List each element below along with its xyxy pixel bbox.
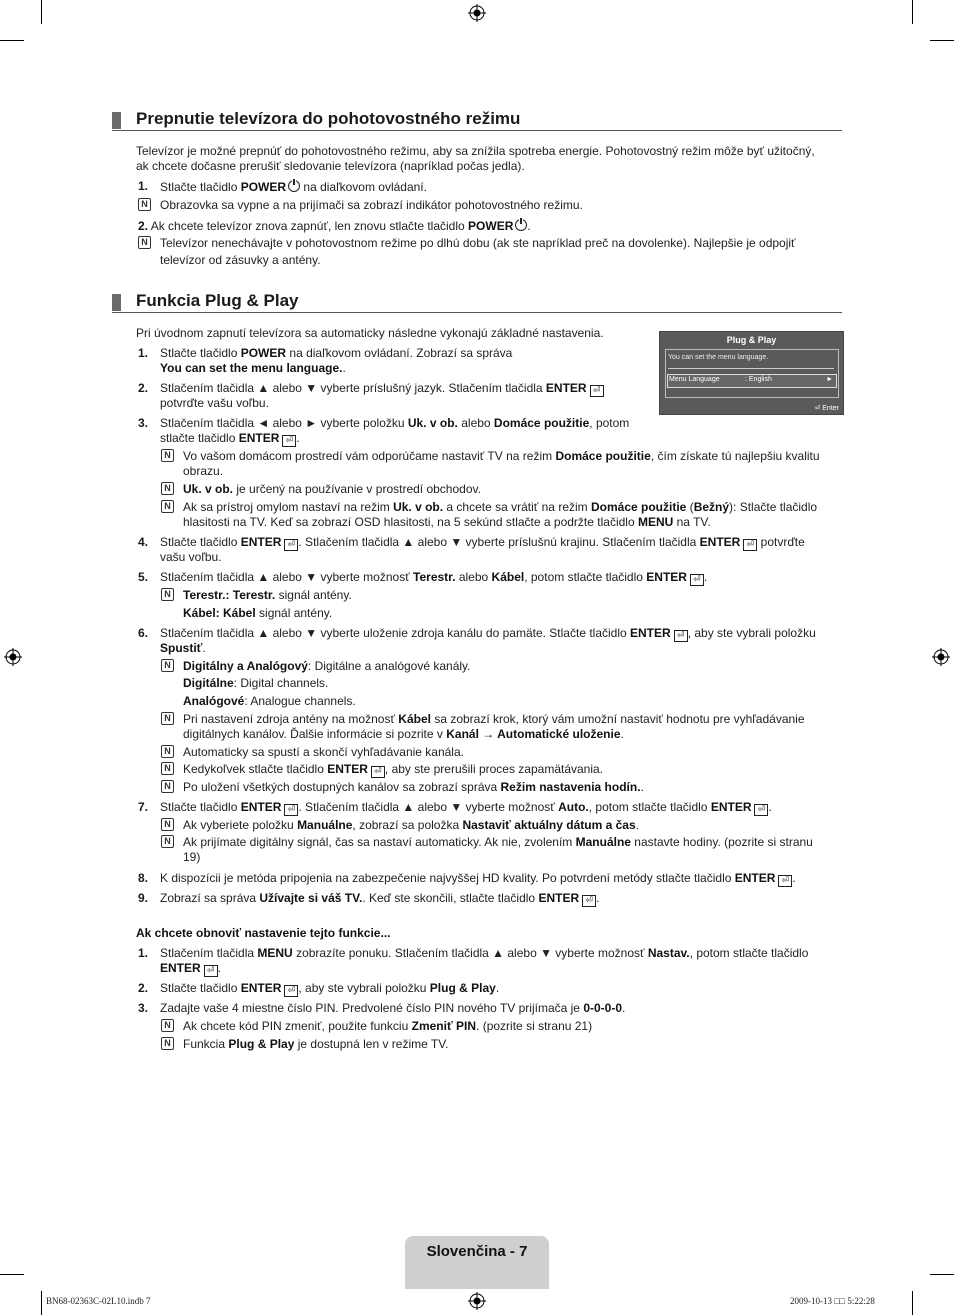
enter-icon: ⏎ <box>590 385 604 397</box>
step-text <box>138 218 531 234</box>
heading-bar <box>112 112 121 129</box>
step-text <box>160 871 796 886</box>
text: Kedykoľvek stlačte tlačidlo <box>183 762 328 776</box>
note-text <box>183 835 813 850</box>
key-name: ENTER <box>240 800 282 814</box>
osd-divider <box>668 368 834 369</box>
text: Funkcia <box>183 1037 229 1051</box>
text: na diaľkovom ovládaní. <box>300 180 427 194</box>
menu-item: Domáce použitie <box>493 416 590 430</box>
crop-mark <box>0 40 24 41</box>
step-text <box>160 626 816 641</box>
text: Stlačením tlačidla ▲ alebo ▼ vyberte možnosť <box>160 570 414 584</box>
key-name: ENTER <box>545 381 587 395</box>
plug-and-play-osd <box>659 331 844 415</box>
registration-mark-icon <box>4 648 22 666</box>
key-name: MENU <box>637 515 674 529</box>
key-name: ENTER <box>646 570 687 584</box>
note-icon: N <box>161 762 174 775</box>
note-text <box>183 500 817 515</box>
text: , čím získate tú najlepšiu kvalitu <box>650 449 820 463</box>
step-text: potvrďte vašu voľbu. <box>160 396 269 410</box>
text: nastavte hodiny. (pozrite si stranu <box>630 835 813 849</box>
text: , potom stlačte tlačidlo <box>588 800 711 814</box>
osd-row-value: : English <box>745 376 772 383</box>
enter-icon: ⏎ <box>743 539 757 551</box>
text: : Digital channels. <box>233 676 329 690</box>
text: . <box>768 800 772 814</box>
menu-item: Kábel <box>398 712 431 726</box>
step-text <box>160 535 805 550</box>
text: , zobrazí sa položka <box>352 818 463 832</box>
osd-footer-label: Enter <box>822 405 839 412</box>
key-name: ENTER <box>630 626 671 640</box>
note-icon: N <box>161 780 174 793</box>
text: na diaľkovom ovládaní. Zobrazí sa správa <box>286 346 513 360</box>
enter-icon: ⏎ <box>814 405 823 412</box>
note-icon: N <box>138 236 151 249</box>
osd-panel <box>665 349 839 398</box>
key-name: ENTER <box>538 891 580 905</box>
step-number: 1. <box>138 346 149 360</box>
registration-mark-icon <box>468 1292 486 1310</box>
note-text: 19) <box>183 850 201 864</box>
step-number: 9. <box>138 891 149 905</box>
text: Zadajte vaše 4 miestne číslo PIN. Predvolené číslo PIN nového TV prijímača je <box>160 1001 584 1015</box>
note-text: Televízor nenechávajte v pohotovostnom režime po dlhú dobu (ak ste napríklad preč na dovolenke). Najlepšie je odpojiť <box>160 236 796 250</box>
note-text <box>183 712 805 727</box>
text: Vo vašom domácom prostredí vám odporúčame nastaviť TV na režim <box>183 449 556 463</box>
osd-message: You can set the menu language. <box>668 354 769 361</box>
enter-icon: ⏎ <box>282 435 296 447</box>
text: . Keď ste skončili, stlačte tlačidlo <box>362 891 539 905</box>
menu-item: Terestr.: Terestr. <box>183 588 276 602</box>
arrow-right-icon: ► <box>826 376 833 383</box>
menu-item: Plug & Play <box>228 1037 295 1051</box>
step-text <box>160 361 346 376</box>
step-number: 2. <box>138 381 149 395</box>
text: . <box>296 431 300 445</box>
menu-item: Kábel: Kábel <box>183 606 256 620</box>
step-number: 6. <box>138 626 149 640</box>
key-name: ENTER <box>240 981 282 995</box>
text: Stlačte tlačidlo <box>160 346 241 360</box>
step-text <box>160 346 512 361</box>
crop-mark <box>930 40 954 41</box>
text: . <box>217 961 222 975</box>
menu-item: Digitálne <box>183 676 234 690</box>
text: potvrďte <box>757 535 805 549</box>
step-text <box>160 179 427 195</box>
menu-item: Nastav. <box>647 946 690 960</box>
power-icon <box>288 180 300 192</box>
registration-mark-icon <box>932 648 950 666</box>
text: signál antény. <box>275 588 352 602</box>
note-text <box>183 659 470 674</box>
menu-path: Kanál → Automatické uloženie <box>446 727 621 741</box>
menu-item: Plug & Play <box>429 981 496 995</box>
step-text <box>160 981 499 996</box>
text: . (pozrite si stranu 21) <box>476 1019 593 1033</box>
osd-title: Plug & Play <box>726 335 777 345</box>
note-text <box>183 694 356 709</box>
note-icon: N <box>161 659 174 672</box>
text: . Stlačením tlačidla ▲ alebo ▼ vyberte možnosť <box>298 800 559 814</box>
enter-icon: ⏎ <box>371 766 385 778</box>
text: alebo <box>455 570 492 584</box>
key-name: ENTER <box>160 961 201 975</box>
enter-icon: ⏎ <box>204 965 218 977</box>
note-icon: N <box>161 500 174 513</box>
text: Stlačením tlačidla ▲ alebo ▼ vyberte príslušný jazyk. Stlačením tlačidla <box>160 381 546 395</box>
print-date: 2009-10-13 □□ 5:22:28 <box>790 1296 875 1306</box>
text: Zobrazí sa správa <box>160 891 260 905</box>
crop-mark <box>912 1291 913 1315</box>
section-heading <box>112 110 842 131</box>
enter-icon: ⏎ <box>690 574 704 586</box>
text: Stlačte tlačidlo <box>160 535 241 549</box>
menu-item: Nastaviť aktuálny dátum a čas <box>462 818 636 832</box>
note-text <box>183 588 352 603</box>
step-text <box>160 1001 625 1016</box>
key-name: ENTER <box>699 535 741 549</box>
text: K dispozícii je metóda pripojenia na zabezpečenie najvyššej HD kvality. Po potvrdení metódy stlačte tlačidlo <box>160 871 735 885</box>
menu-item: Auto. <box>558 800 589 814</box>
text: . <box>527 219 531 233</box>
text: . <box>792 871 796 885</box>
note-icon: N <box>161 818 174 831</box>
step-text <box>160 891 599 906</box>
pin-value: 0-0-0-0 <box>583 1001 622 1015</box>
step-text <box>160 641 206 656</box>
step-number: 1. <box>138 946 149 960</box>
note-text <box>183 449 820 464</box>
enter-icon: ⏎ <box>284 804 298 816</box>
note-text: obrazu. <box>183 464 224 478</box>
step-number: 2. <box>138 981 149 995</box>
note-text <box>183 727 624 742</box>
text: ( <box>686 500 694 514</box>
note-text <box>183 818 639 833</box>
menu-item: Uk. v ob. <box>183 482 234 496</box>
crop-mark <box>41 0 42 24</box>
text: . <box>635 818 639 832</box>
text: , aby ste vybrali položku <box>298 981 430 995</box>
note-text <box>183 606 332 621</box>
message-name: Režim nastavenia hodín. <box>500 780 641 794</box>
crop-mark <box>912 0 913 24</box>
step-text <box>160 570 707 585</box>
text: , aby ste vybrali položku <box>687 626 816 640</box>
note-icon: N <box>161 835 174 848</box>
menu-item: Terestr. <box>413 570 456 584</box>
text: Ak chcete kód PIN zmeniť, použite funkciu <box>183 1019 412 1033</box>
text: . <box>596 891 600 905</box>
osd-footer <box>814 404 839 412</box>
osd-menu-row <box>667 374 837 388</box>
text: a chcete sa vrátiť na režim <box>443 500 591 514</box>
text: . Stlačením tlačidla ▲ alebo ▼ vyberte príslušnú krajinu. Stlačením tlačidla <box>298 535 700 549</box>
menu-item: Uk. v ob. <box>393 500 444 514</box>
file-info: BN68-02363C-02L10.indb 7 <box>46 1296 151 1306</box>
menu-item: Domáce použitie <box>555 449 651 463</box>
enter-icon: ⏎ <box>674 630 688 642</box>
step-number: 1. <box>138 179 149 193</box>
text: Stlačením tlačidla ◄ alebo ► vyberte položku <box>160 416 408 430</box>
note-text <box>183 482 481 497</box>
step-text <box>160 431 300 446</box>
text: stlačte tlačidlo <box>160 431 239 445</box>
text: Pri nastavení zdroja antény na možnosť <box>183 712 399 726</box>
text: sa zobrazí krok, ktorý vám umožní nastaviť hodnotu pre vyhľadávanie <box>430 712 805 726</box>
menu-item: Manuálne <box>297 818 353 832</box>
step-text <box>160 381 604 396</box>
menu-item: Spustiť <box>160 641 203 655</box>
section-title: Prepnutie televízora do pohotovostného režimu <box>136 109 521 128</box>
crop-mark <box>0 1274 24 1275</box>
crop-mark <box>41 1291 42 1315</box>
menu-item: Kábel <box>491 570 525 584</box>
text: . <box>703 570 708 584</box>
note-text: Automaticky sa spustí a skončí vyhľadávanie kanála. <box>183 745 464 759</box>
key-name: POWER <box>240 180 287 194</box>
step-number: 7. <box>138 800 149 814</box>
registration-mark-icon <box>468 4 486 22</box>
power-icon <box>515 219 527 231</box>
text: : Analogue channels. <box>244 694 356 708</box>
text: Stlačte tlačidlo <box>160 180 241 194</box>
text: Ak chcete televízor znova zapnúť, len znovu stlačte tlačidlo <box>148 219 469 233</box>
key-name: ENTER <box>327 762 368 776</box>
step-text <box>160 961 221 976</box>
step-number: 8. <box>138 871 149 885</box>
enter-icon: ⏎ <box>284 539 298 551</box>
menu-item: Domáce použitie <box>590 500 687 514</box>
key-name: POWER <box>468 219 514 233</box>
key-name: ENTER <box>238 431 280 445</box>
enter-icon: ⏎ <box>754 804 768 816</box>
note-icon: N <box>161 482 174 495</box>
menu-item: Uk. v ob. <box>407 416 458 430</box>
note-text <box>183 762 603 777</box>
text: zobrazíte ponuku. Stlačením tlačidla ▲ alebo ▼ vyberte možnosť <box>292 946 648 960</box>
text: digitálnych kanálov. Ďalšie informácie si pozrite v <box>183 727 447 741</box>
paragraph-line: Pri úvodnom zapnutí televízora sa automaticky následne vykonajú základné nastavenia. <box>136 326 604 340</box>
note-icon: N <box>161 1019 174 1032</box>
note-icon: N <box>161 588 174 601</box>
step-text <box>160 946 808 961</box>
step-text <box>160 800 772 815</box>
osd-row-label: Menu Language <box>669 376 720 383</box>
page-label: Slovenčina - 7 <box>426 1243 528 1260</box>
text: . <box>202 641 206 655</box>
text: Stlačením tlačidla ▲ alebo ▼ vyberte uloženie zdroja kanálu do pamäte. Stlačte tlačidlo <box>160 626 631 640</box>
note-text: Obrazovka sa vypne a na prijímači sa zobrazí indikátor pohotovostného režimu. <box>160 198 583 212</box>
enter-icon: ⏎ <box>284 985 298 997</box>
paragraph-line: ak chcete dočasne prerušiť sledovanie televízora (napríklad počas jedla). <box>136 159 525 173</box>
text: je určený na používanie v prostredí obchodov. <box>233 482 481 496</box>
menu-item: Analógové <box>183 694 245 708</box>
note-icon: N <box>138 198 151 211</box>
key-name: ENTER <box>734 871 776 885</box>
note-text <box>183 780 644 795</box>
menu-item: Bežný <box>693 500 730 514</box>
step-text <box>160 416 629 431</box>
text: ): Stlačte tlačidlo <box>729 500 818 514</box>
menu-item: Digitálny a Analógový <box>183 659 308 673</box>
text: : Digitálne a analógové kanály. <box>307 659 471 673</box>
text: signál antény. <box>255 606 333 620</box>
text: Stlačte tlačidlo <box>160 800 241 814</box>
text: hlasitosti na TV. Keď sa zobrazí OSD hlasitosti, na 5 sekúnd stlačte a podržte tlačidlo <box>183 515 638 529</box>
note-text <box>183 515 711 530</box>
note-text <box>183 676 328 691</box>
text: Ak vyberiete položku <box>183 818 298 832</box>
note-icon: N <box>161 1037 174 1050</box>
note-icon: N <box>161 449 174 462</box>
text: . <box>342 361 346 375</box>
text: . <box>622 1001 626 1015</box>
note-text <box>183 1037 448 1052</box>
section-heading <box>112 292 842 313</box>
subheading-text: Ak chcete obnoviť nastavenie tejto funkcie... <box>136 926 391 940</box>
heading-bar <box>112 294 121 311</box>
message-name: Užívajte si váš TV. <box>259 891 363 905</box>
message-name: You can set the menu language. <box>160 361 343 375</box>
enter-icon: ⏎ <box>582 895 596 907</box>
note-icon: N <box>161 745 174 758</box>
text: je dostupná len v režime TV. <box>294 1037 449 1051</box>
subheading <box>136 926 390 941</box>
text: Ak prijímate digitálny signál, čas sa nastaví automaticky. Ak nie, zvolením <box>183 835 576 849</box>
text: Po uložení všetkých dostupných kanálov sa zobrazí správa <box>183 780 501 794</box>
text: na TV. <box>673 515 711 529</box>
text: . <box>620 727 624 741</box>
text: . <box>495 981 500 995</box>
text: , potom stlačte tlačidlo <box>689 946 809 960</box>
crop-mark <box>930 1274 954 1275</box>
step-text: vašu voľbu. <box>160 550 222 564</box>
step-number: 5. <box>138 570 149 584</box>
section-title: Funkcia Plug & Play <box>136 291 299 310</box>
enter-icon: ⏎ <box>778 875 792 887</box>
note-text <box>183 1019 592 1034</box>
paragraph-line: Televízor je možné prepnúť do pohotovostného režimu, aby sa znížila spotreba energie. Pohotovostný režim môže byť užitočný, <box>136 144 815 158</box>
step-number: 3. <box>138 1001 149 1015</box>
step-number: 4. <box>138 535 149 549</box>
key-name: POWER <box>240 346 287 360</box>
menu-item: Zmeniť PIN <box>411 1019 477 1033</box>
page-label-tab <box>405 1236 549 1289</box>
step-number: 2. <box>138 219 149 233</box>
text: Stlačením tlačidla <box>160 946 258 960</box>
step-number: 3. <box>138 416 149 430</box>
text: alebo <box>457 416 494 430</box>
text: , aby ste prerušili proces zapamätávania. <box>384 762 604 776</box>
text: , potom stlačte tlačidlo <box>524 570 647 584</box>
text: , potom <box>589 416 630 430</box>
text: . <box>640 780 644 794</box>
key-name: ENTER <box>710 800 752 814</box>
note-icon: N <box>161 712 174 725</box>
text: Ak sa prístroj omylom nastaví na režim <box>183 500 394 514</box>
key-name: MENU <box>257 946 293 960</box>
key-name: ENTER <box>240 535 282 549</box>
note-text: televízor od zásuvky a antény. <box>160 253 321 267</box>
text: Stlačte tlačidlo <box>160 981 241 995</box>
menu-item: Manuálne <box>575 835 631 849</box>
